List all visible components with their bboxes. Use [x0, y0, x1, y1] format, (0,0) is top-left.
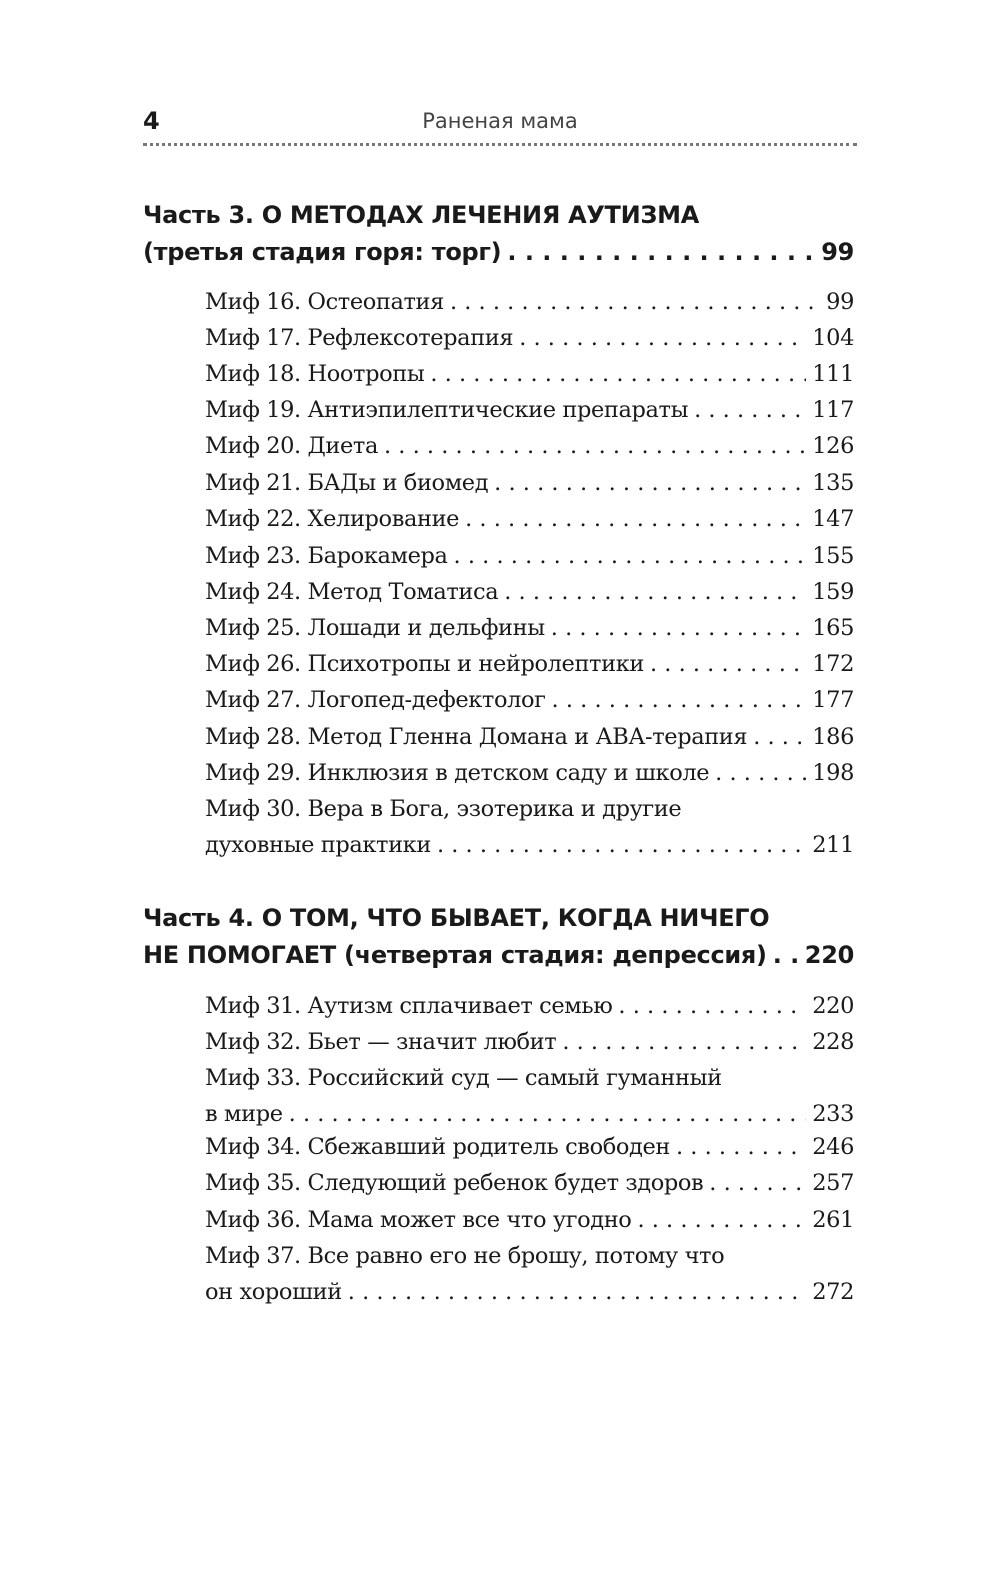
entry-title: духовные практики [205, 832, 431, 858]
entry-page-number: 211 [812, 832, 854, 858]
toc-entry-25 [205, 610, 854, 646]
entry-page-number: 198 [812, 760, 854, 786]
leader-dots [454, 538, 807, 574]
entry-title: Миф 25. Лошади и дельфины [205, 615, 545, 641]
toc-entry-23 [205, 538, 854, 574]
toc-entry-30 [205, 791, 854, 863]
header-dotted-rule [143, 143, 857, 146]
entry-title: Миф 16. Остеопатия [205, 289, 444, 315]
entry-title: Миф 36. Мама может все что угодно [205, 1207, 632, 1233]
part-heading-line: (третья стадия горя: торг) [143, 238, 502, 266]
entry-title: Миф 19. Антиэпилептические препараты [205, 397, 689, 423]
toc-entry-17 [205, 320, 854, 356]
leader-dots [562, 1024, 806, 1060]
toc-entry-21 [205, 465, 854, 501]
entry-page-number: 177 [812, 687, 854, 713]
entry-title: Миф 29. Инклюзия в детском саду и школе [205, 760, 710, 786]
entry-page-number: 272 [812, 1279, 854, 1305]
entry-title: Миф 23. Барокамера [205, 543, 448, 569]
toc-entry-16 [205, 284, 854, 320]
entry-page-number: 246 [812, 1134, 854, 1160]
leader-dots [773, 937, 799, 974]
entry-page-number: 233 [812, 1101, 854, 1127]
entry-page-number: 117 [812, 397, 854, 423]
entry-page-number: 104 [812, 325, 854, 351]
toc-entry-18 [205, 356, 854, 392]
part-heading-line: НЕ ПОМОГАЕТ (четвертая стадия: депрессия) [143, 941, 767, 969]
part-page-number: 220 [804, 941, 854, 969]
entry-title: Миф 28. Метод Гленна Домана и АВА-терапия [205, 724, 748, 750]
page-number: 4 [143, 107, 160, 135]
leader-dots [709, 1165, 806, 1201]
part-heading-line: Часть 3. О МЕТОДАХ ЛЕЧЕНИЯ АУТИЗМА [143, 201, 700, 229]
leader-dots [450, 284, 820, 320]
entry-page-number: 165 [812, 615, 854, 641]
leader-dots [504, 574, 806, 610]
entry-title: Миф 34. Сбежавший родитель свободен [205, 1134, 670, 1160]
toc-entry-22 [205, 501, 854, 537]
toc-entry-29 [205, 755, 854, 791]
entry-page-number: 147 [812, 506, 854, 532]
entry-page-number: 172 [812, 651, 854, 677]
leader-dots [465, 501, 806, 537]
part-4-heading [143, 900, 854, 974]
toc-entry-35 [205, 1165, 854, 1201]
toc-entry-19 [205, 392, 854, 428]
toc-entry-27 [205, 682, 854, 718]
leader-dots [551, 610, 806, 646]
entry-page-number: 155 [812, 543, 854, 569]
entry-page-number: 126 [812, 433, 854, 459]
entry-title: он хороший [205, 1279, 342, 1305]
entry-page-number: 220 [812, 993, 854, 1019]
entry-page-number: 261 [812, 1207, 854, 1233]
part-3-heading [143, 197, 854, 271]
page-header [143, 104, 857, 138]
toc-entry-31 [205, 988, 854, 1024]
toc-entry-34 [205, 1129, 854, 1165]
leader-dots [430, 356, 806, 392]
entry-page-number: 111 [812, 361, 854, 387]
entry-title: Миф 20. Диета [205, 433, 378, 459]
toc-entry-32 [205, 1024, 854, 1060]
leader-dots [384, 428, 806, 464]
toc-entry-24 [205, 574, 854, 610]
entry-title: Миф 30. Вера в Бога, эзотерика и другие [205, 796, 682, 822]
toc-entry-20 [205, 428, 854, 464]
entry-page-number: 257 [812, 1170, 854, 1196]
leader-dots [437, 827, 806, 863]
leader-dots [650, 646, 806, 682]
entry-title: Миф 26. Психотропы и нейролептики [205, 651, 644, 677]
leader-dots [694, 392, 806, 428]
leader-dots [618, 988, 806, 1024]
toc-entry-36 [205, 1202, 854, 1238]
leader-dots [348, 1274, 806, 1310]
entry-title: Миф 21. БАДы и биомед [205, 470, 489, 496]
entry-title: Миф 35. Следующий ребенок будет здоров [205, 1170, 704, 1196]
leader-dots [637, 1202, 806, 1238]
entry-title: Миф 18. Ноотропы [205, 361, 425, 387]
entry-page-number: 135 [812, 470, 854, 496]
leader-dots [753, 719, 806, 755]
leader-dots [507, 234, 815, 271]
part-heading-last-line [143, 234, 854, 271]
leader-dots [519, 320, 806, 356]
entry-title: Миф 22. Хелирование [205, 506, 460, 532]
entry-title: Миф 27. Логопед-дефектолог [205, 687, 546, 713]
leader-dots [494, 465, 806, 501]
toc-entry-28 [205, 719, 854, 755]
entry-title: Миф 33. Российский суд — самый гуманный [205, 1065, 722, 1091]
entry-title: Миф 31. Аутизм сплачивает семью [205, 993, 613, 1019]
toc-entry-33 [205, 1060, 854, 1132]
entry-page-number: 228 [812, 1029, 854, 1055]
entry-title: Миф 17. Рефлексотерапия [205, 325, 514, 351]
leader-dots [715, 755, 806, 791]
part-heading-last-line [143, 937, 854, 974]
entry-page-number: 159 [812, 579, 854, 605]
entry-title: Миф 24. Метод Томатиса [205, 579, 499, 605]
entry-page-number: 99 [826, 289, 854, 315]
leader-dots [676, 1129, 806, 1165]
toc-entry-37 [205, 1238, 854, 1310]
leader-dots [552, 682, 807, 718]
entry-title: Миф 37. Все равно его не брошу, потому что [205, 1243, 725, 1269]
entry-title: Миф 32. Бьет — значит любит [205, 1029, 557, 1055]
running-title: Раненая мама [422, 109, 578, 133]
entry-title: в мире [205, 1101, 283, 1127]
leader-dots [289, 1096, 807, 1132]
toc-entry-26 [205, 646, 854, 682]
part-heading-line: Часть 4. О ТОМ, ЧТО БЫВАЕТ, КОГДА НИЧЕГО [143, 904, 770, 932]
entry-page-number: 186 [812, 724, 854, 750]
part-page-number: 99 [821, 238, 854, 266]
